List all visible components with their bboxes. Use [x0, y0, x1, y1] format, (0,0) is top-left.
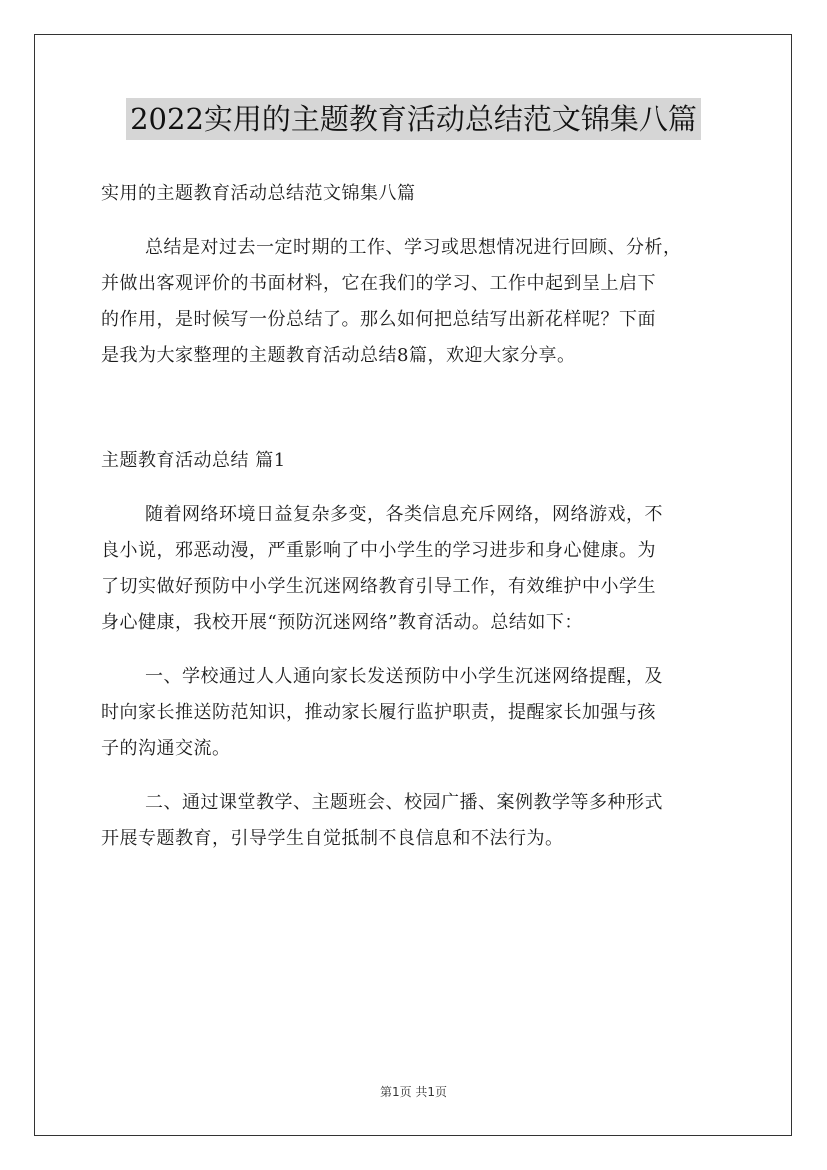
paragraph-line: 并做出客观评价的书面材料，它在我们的学习、工作中起到呈上启下: [101, 273, 656, 294]
paragraph-line: 一、学校通过人人通向家长发送预防中小学生沉迷网络提醒，及: [145, 666, 663, 687]
document-title: 2022实用的主题教育活动总结范文锦集八篇: [126, 98, 701, 140]
paragraph-line: 了切实做好预防中小学生沉迷网络教育引导工作，有效维护中小学生: [101, 576, 656, 597]
document-body: [101, 176, 741, 857]
paragraph-2: [101, 659, 741, 767]
paragraph-line: 二、通过课堂教学、主题班会、校园广播、案例教学等多种形式: [145, 792, 663, 813]
title-container: [0, 98, 827, 140]
paragraph-line: 良小说，邪恶动漫，严重影响了中小学生的学习进步和身心健康。为: [101, 540, 656, 561]
paragraph-line: 总结是对过去一定时期的工作、学习或思想情况进行回顾、分析，: [145, 237, 682, 258]
paragraph-line: 子的沟通交流。: [101, 738, 231, 759]
paragraph-1: [101, 497, 741, 641]
paragraph-3: [101, 785, 741, 857]
paragraph-line: 时向家长推送防范知识，推动家长履行监护职责，提醒家长加强与孩: [101, 702, 656, 723]
paragraph-line: 身心健康，我校开展“预防沉迷网络”教育活动。总结如下：: [101, 612, 583, 633]
page-number-footer: 第1页 共1页: [379, 1085, 448, 1099]
document-subtitle: 实用的主题教育活动总结范文锦集八篇: [101, 183, 416, 204]
paragraph-line: 开展专题教育，引导学生自觉抵制不良信息和不法行为。: [101, 828, 564, 849]
paragraph-line: 是我为大家整理的主题教育活动总结8篇，欢迎大家分享。: [101, 345, 576, 366]
paragraph-line: 的作用，是时候写一份总结了。那么如何把总结写出新花样呢？下面: [101, 309, 656, 330]
section-heading: 主题教育活动总结 篇1: [101, 450, 286, 471]
intro-paragraph: [101, 230, 741, 374]
paragraph-line: 随着网络环境日益复杂多变，各类信息充斥网络，网络游戏，不: [145, 504, 663, 525]
